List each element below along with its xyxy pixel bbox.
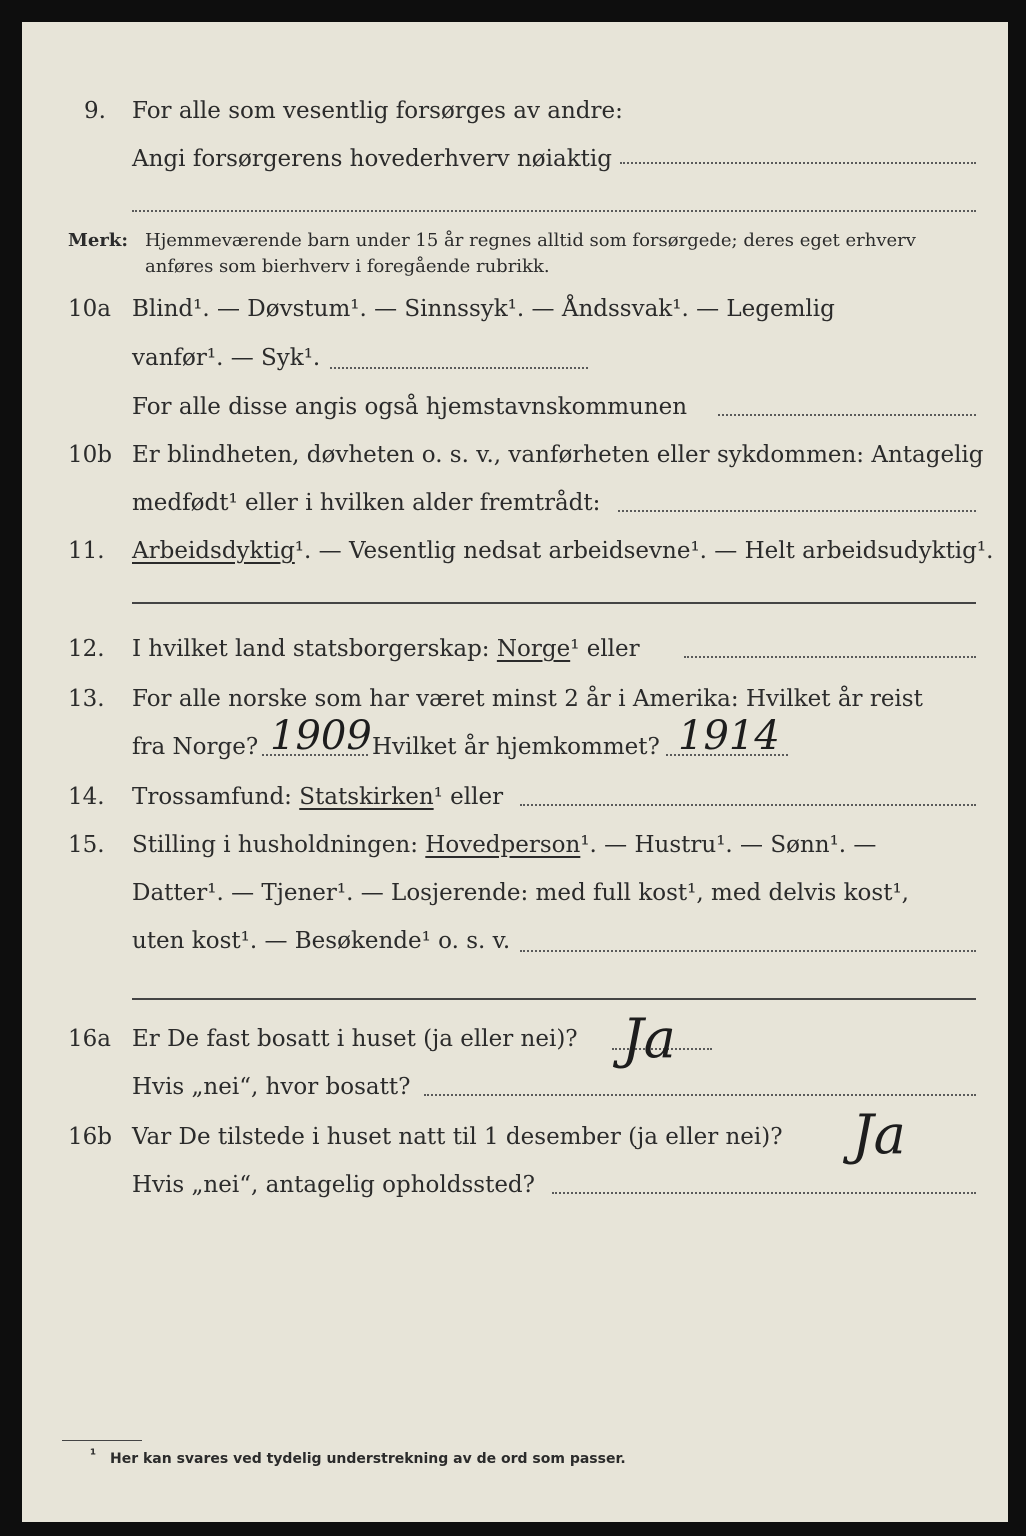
q14-answer-field[interactable]: [520, 804, 976, 806]
merk-label: Merk:: [68, 230, 128, 251]
q13-text-line2a: fra Norge?: [132, 734, 259, 760]
q13-text-line2b: Hvilket år hjemkommet?: [372, 734, 660, 760]
q15-underlined-answer: Hovedperson: [425, 832, 581, 858]
q16a-bosatt-field[interactable]: [424, 1094, 976, 1096]
q16a-text-line2: Hvis „nei“, hvor bosatt?: [132, 1074, 411, 1100]
footnote-rule: [62, 1440, 142, 1441]
q11-number: 11.: [68, 538, 105, 564]
q13-text-line1: For alle norske som har været minst 2 år i Amerika: Hvilket år reist: [132, 686, 923, 712]
q9-number: 9.: [84, 98, 106, 124]
q16b-opholdssted-field[interactable]: [552, 1192, 976, 1194]
q16a-text-line1: Er De fast bosatt i huset (ja eller nei)?: [132, 1026, 578, 1052]
q16a-number: 16a: [68, 1026, 111, 1052]
q15-text-pre: Stilling i husholdningen:: [132, 832, 418, 858]
q14-text-post: ¹ eller: [433, 784, 504, 810]
q10a-text-line2: vanfør¹. — Syk¹.: [132, 345, 321, 371]
q15-answer-field[interactable]: [520, 950, 976, 952]
q13-number: 13.: [68, 686, 105, 712]
q9-text-line1: For alle som vesentlig forsørges av andre:: [132, 98, 623, 124]
q9-answer-field[interactable]: [620, 162, 976, 164]
q11-text-rest: ¹. — Vesentlig nedsat arbeidsevne¹. — Helt arbeidsudyktig¹.: [294, 538, 994, 564]
q15-text-line2: Datter¹. — Tjener¹. — Losjerende: med full kost¹, med delvis kost¹,: [132, 880, 909, 906]
q16a-handwritten-answer: Ja: [622, 1007, 676, 1070]
q16b-number: 16b: [68, 1124, 112, 1150]
q12-text-pre: I hvilket land statsborgerskap:: [132, 636, 490, 662]
q10a-syk-field[interactable]: [330, 367, 588, 369]
q9-answer-field-2[interactable]: [132, 210, 976, 212]
q12-number: 12.: [68, 636, 105, 662]
q12-text-post: ¹ eller: [570, 636, 640, 662]
footnote-mark: ¹: [90, 1447, 97, 1463]
q11-underlined-answer: Arbeidsdyktig: [132, 538, 295, 564]
q10a-hjemstavn-field[interactable]: [718, 414, 976, 416]
q16b-text-line1: Var De tilstede i huset natt til 1 desember (ja eller nei)?: [132, 1124, 783, 1150]
census-form-page: [22, 22, 1008, 1522]
q12-answer-field[interactable]: [684, 656, 976, 658]
q10b-text-line2: medfødt¹ eller i hvilken alder fremtrådt:: [132, 490, 601, 516]
q12-underlined-answer: Norge: [496, 636, 571, 662]
q16b-handwritten-answer: Ja: [852, 1103, 906, 1166]
q12-text: [132, 638, 640, 661]
q13-handwritten-year-returned: 1914: [678, 713, 780, 759]
q10b-number: 10b: [68, 442, 112, 468]
q10a-text-line3: For alle disse angis også hjemstavnskommunen: [132, 394, 688, 420]
merk-text-line1: Hjemmeværende barn under 15 år regnes alltid som forsørgede; deres eget erhverv: [145, 230, 916, 251]
q14-number: 14.: [68, 784, 105, 810]
q10b-answer-field[interactable]: [618, 510, 976, 512]
q15-number: 15.: [68, 832, 105, 858]
q13-handwritten-year-left: 1909: [270, 713, 372, 759]
footnote-text: Her kan svares ved tydelig understrekning av de ord som passer.: [110, 1451, 626, 1467]
q15-text-line3: uten kost¹. — Besøkende¹ o. s. v.: [132, 928, 511, 954]
q10a-text-line1: Blind¹. — Døvstum¹. — Sinnssyk¹. — Åndssvak¹. — Legemlig: [132, 296, 835, 322]
q16b-text-line2: Hvis „nei“, antagelig opholdssted?: [132, 1172, 535, 1198]
q11-separator: [132, 602, 976, 604]
merk-text-line2: anføres som bierhverv i foregående rubrikk.: [145, 256, 550, 277]
q10b-text-line1: Er blindheten, døvheten o. s. v., vanførheten eller sykdommen: Antagelig: [132, 442, 984, 468]
q11-text: [132, 540, 993, 563]
q14-underlined-answer: Statskirken: [299, 784, 434, 810]
q14-text-pre: Trossamfund:: [132, 784, 292, 810]
q9-text-line2: Angi forsørgerens hovederhverv nøiaktig: [132, 146, 612, 172]
q15-text-post: ¹. — Hustru¹. — Sønn¹. —: [580, 832, 877, 858]
q10a-number: 10a: [68, 296, 111, 322]
q15-separator: [132, 998, 976, 1000]
q14-text: [132, 786, 503, 809]
q15-text-line1: [132, 834, 876, 857]
